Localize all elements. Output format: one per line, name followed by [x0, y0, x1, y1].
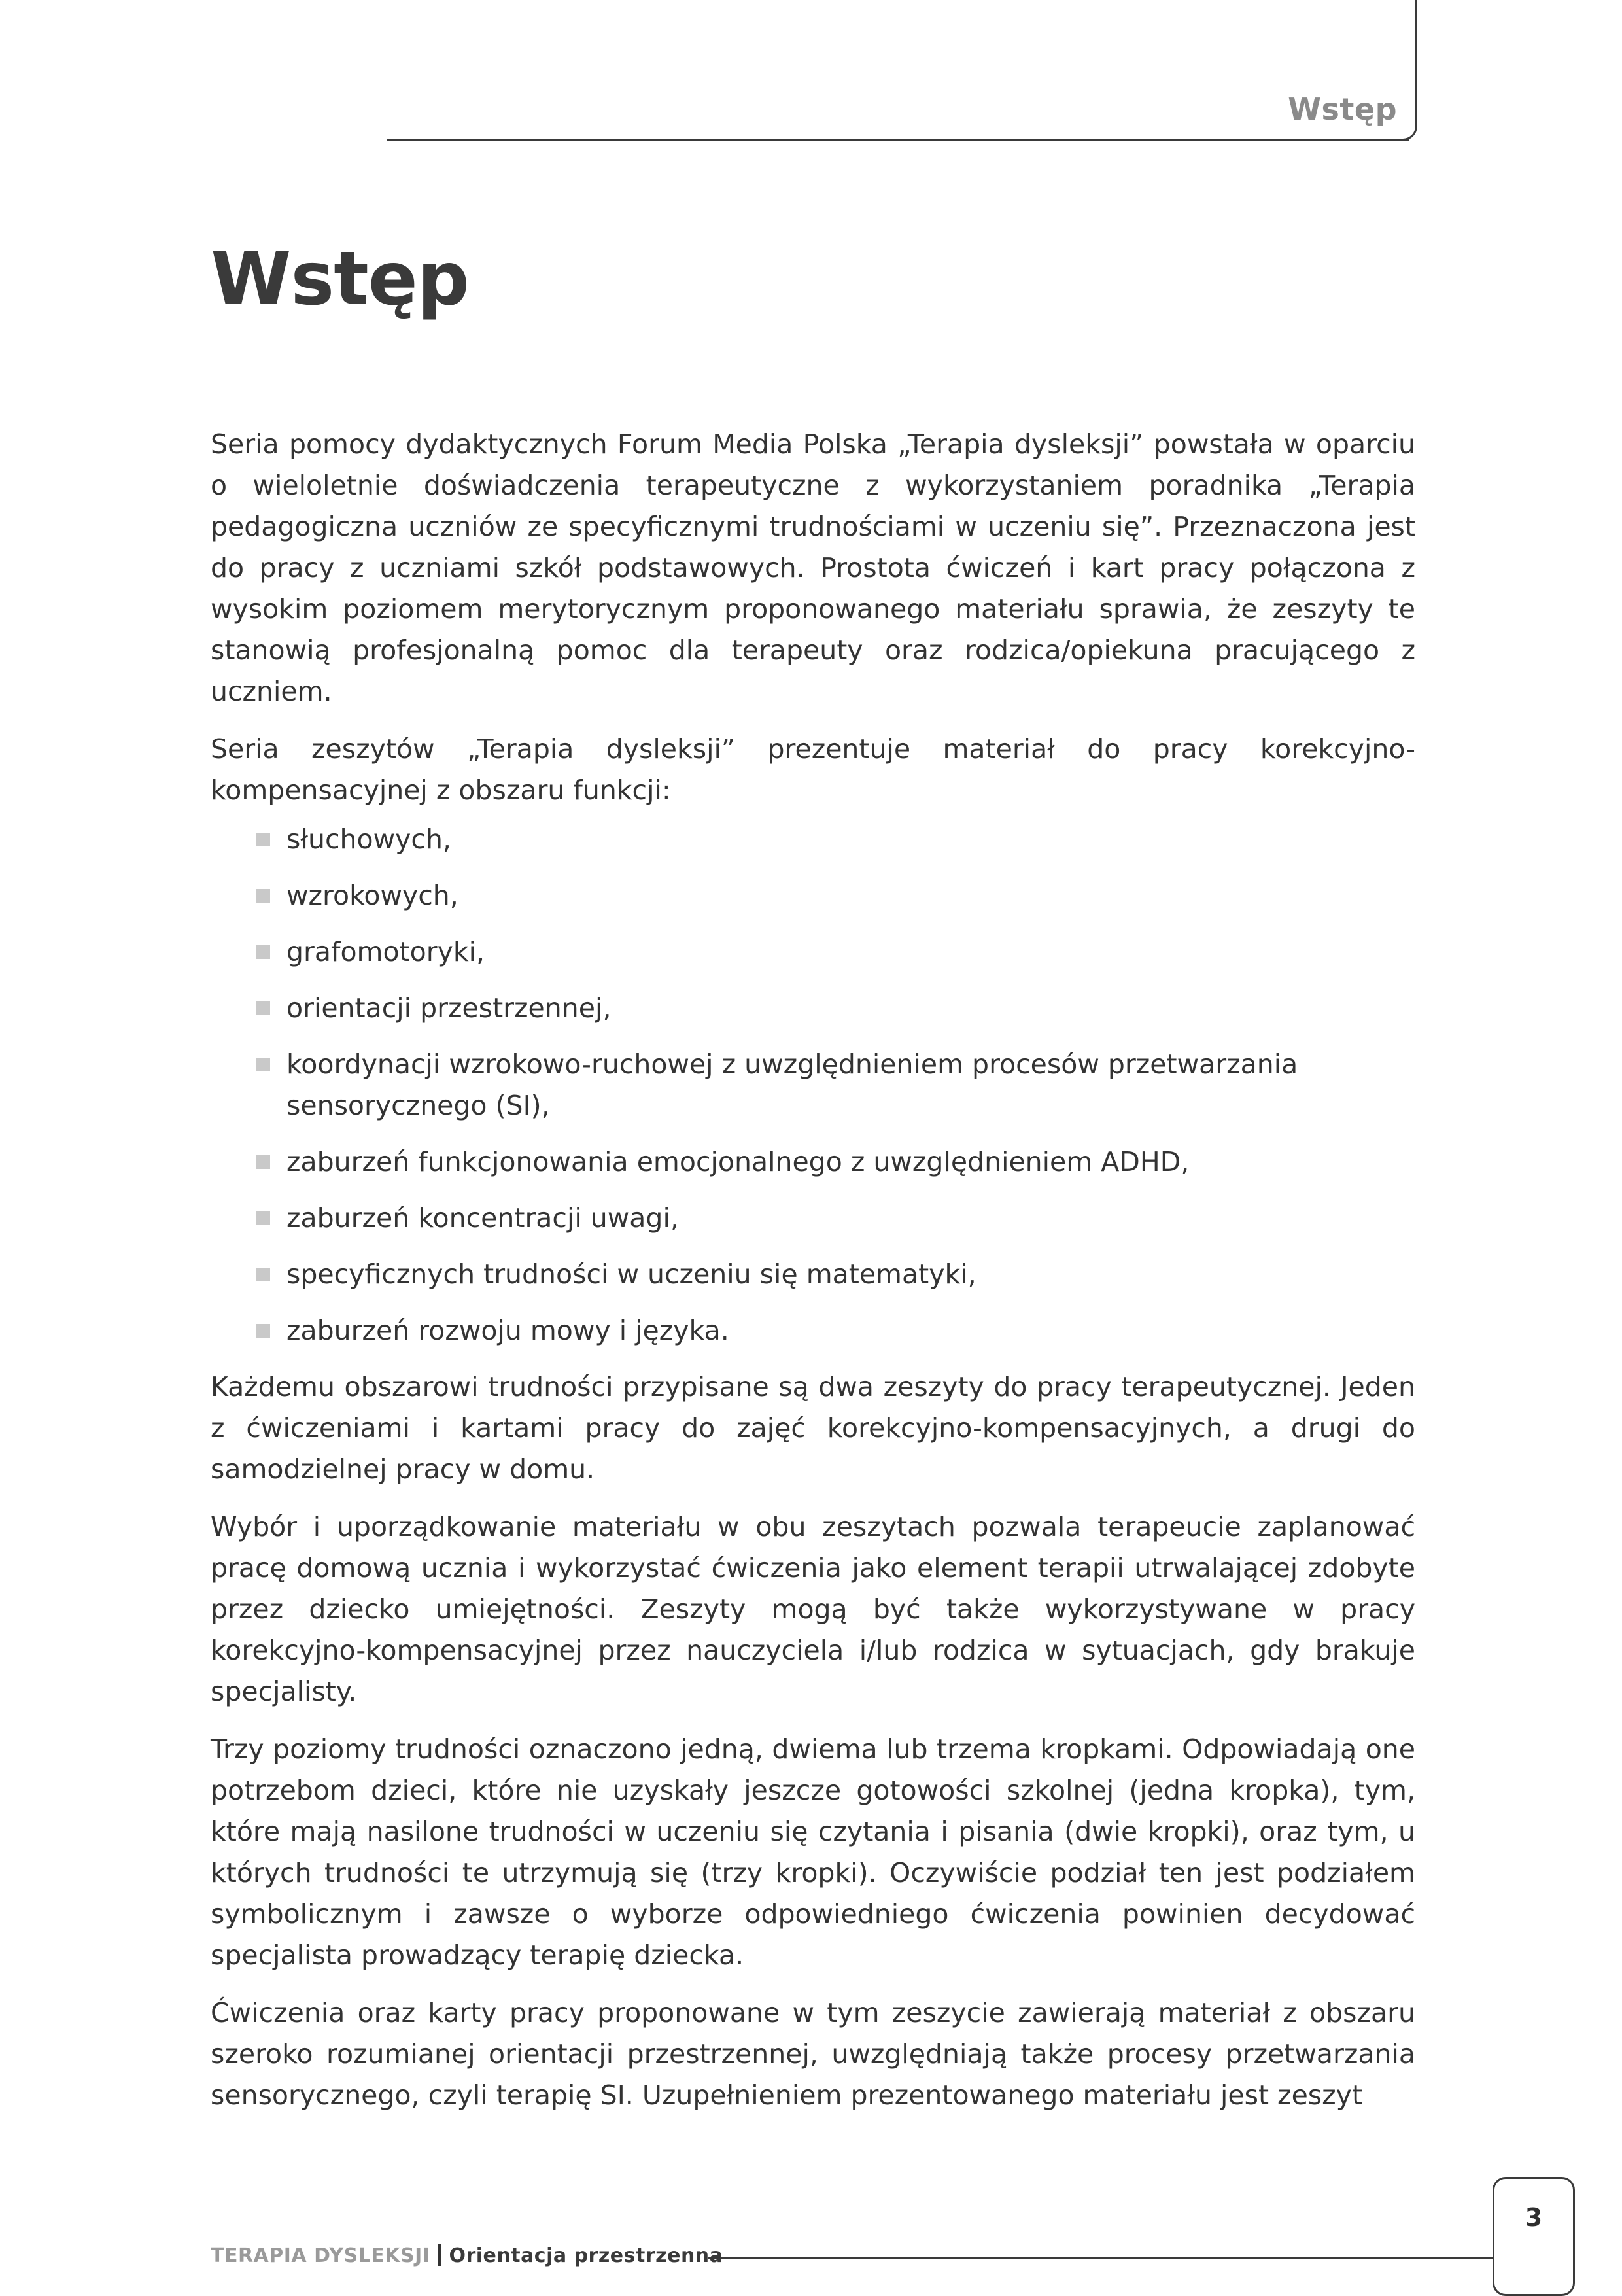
- list-item: [256, 1310, 1415, 1351]
- square-bullet-icon: [256, 945, 270, 959]
- footer-label: [211, 2244, 723, 2267]
- list-item-text: wzrokowych,: [286, 880, 458, 911]
- list-item: [256, 819, 1415, 860]
- intro-paragraph: Seria pomocy dydaktycznych Forum Media Polska „Terapia dysleksji” powstała w oparciu o wieloletnie doświadczenia terapeutyczne z wykorzystaniem poradnika „Terapia pedagogiczna uczniów ze specyficznymi trudnościami w uczeniu się”. Przeznaczona jest do pracy z uczniami szkół podstawowych. Prostota ćwiczeń i kart pracy połączona z wysokim poziomem merytorycznym proponowanego materiału sprawia, że zeszyty te stanowią profesjonalną pomoc dla terapeuty oraz rodzica/opiekuna pracującego z uczniem.: [211, 428, 1415, 707]
- square-bullet-icon: [256, 1268, 270, 1281]
- page-number-frame: [1493, 2177, 1575, 2296]
- body-paragraph: Trzy poziomy trudności oznaczono jedną, dwiema lub trzema kropkami. Odpowiadają one potrzebom dzieci, które nie uzyskały jeszcze gotowości szkolnej (jedna kropka), tym, które mają nasilone trudności w uczeniu się czytania i pisania (dwie kropki), oraz tym, u których trudności te utrzymują się (trzy kropki). Oczywiście podział ten jest podziałem symbolicznym i zawsze o wyborze odpowiedniego ćwiczenia powinien decydować specjalista prowadzący terapię dziecka.: [211, 1733, 1415, 1971]
- page-title: Wstęp: [211, 237, 469, 322]
- list-item-text: specyficznych trudności w uczeniu się matematyki,: [286, 1259, 976, 1290]
- functions-list: [211, 819, 1415, 1351]
- list-item-text: koordynacji wzrokowo-ruchowej z uwzględnieniem procesów przetwarzania sensorycznego (SI),: [286, 1049, 1298, 1121]
- square-bullet-icon: [256, 1211, 270, 1225]
- footer-series-name: TERAPIA DYSLEKSJI: [211, 2244, 430, 2267]
- list-item-text: zaburzeń funkcjonowania emocjonalnego z uwzględnieniem ADHD,: [286, 1146, 1190, 1177]
- header-rule: [387, 139, 1409, 141]
- body-paragraph: Każdemu obszarowi trudności przypisane są dwa zeszyty do pracy terapeutycznej. Jeden z ćwiczeniami i kartami pracy do zajęć korekcyjno-kompensacyjnych, a drugi do samodzielnej pracy w domu.: [211, 1371, 1415, 1485]
- list-item: [256, 875, 1415, 916]
- list-item: [256, 1198, 1415, 1239]
- list-item: [256, 988, 1415, 1029]
- list-item-text: grafomotoryki,: [286, 936, 485, 967]
- list-item-text: zaburzeń koncentracji uwagi,: [286, 1202, 679, 1234]
- square-bullet-icon: [256, 1058, 270, 1071]
- list-item-text: orientacji przestrzennej,: [286, 992, 612, 1024]
- list-item-text: zaburzeń rozwoju mowy i języka.: [286, 1315, 729, 1346]
- square-bullet-icon: [256, 1324, 270, 1338]
- square-bullet-icon: [256, 889, 270, 903]
- list-intro-paragraph: Seria zeszytów „Terapia dysleksji” prezentuje materiał do pracy korekcyjno-kompensacyjnej z obszaru funkcji:: [211, 733, 1415, 806]
- list-item: [256, 1254, 1415, 1295]
- square-bullet-icon: [256, 1155, 270, 1169]
- list-item-text: słuchowych,: [286, 824, 451, 855]
- square-bullet-icon: [256, 833, 270, 846]
- square-bullet-icon: [256, 1001, 270, 1015]
- footer-separator: [438, 2244, 441, 2266]
- list-item: [256, 1141, 1415, 1183]
- body-paragraph: Wybór i uporządkowanie materiału w obu zeszytach pozwala terapeucie zaplanować pracę domową ucznia i wykorzystać ćwiczenia jako element terapii utrwalającej zdobyte przez dziecko umiejętności. Zeszyty mogą być także wykorzystywane w pracy korekcyjno-kompensacyjnej przez nauczyciela i/lub rodzica w sytuacjach, gdy brakuje specjalisty.: [211, 1511, 1415, 1707]
- footer-rule: [708, 2257, 1493, 2259]
- running-header-title: Wstęp: [1288, 92, 1397, 127]
- list-item: [256, 931, 1415, 973]
- page-number: 3: [1525, 2203, 1543, 2232]
- footer-subject: Orientacja przestrzenna: [449, 2244, 723, 2267]
- body-paragraph: Ćwiczenia oraz karty pracy proponowane w tym zeszycie zawierają materiał z obszaru szeroko rozumianej orientacji przestrzennej, uwzględniają także procesy przetwarzania sensorycznego, czyli terapię SI. Uzupełnieniem prezentowanego materiału jest zeszyt: [211, 1997, 1415, 2111]
- main-content: [211, 424, 1415, 2132]
- list-item: [256, 1044, 1415, 1126]
